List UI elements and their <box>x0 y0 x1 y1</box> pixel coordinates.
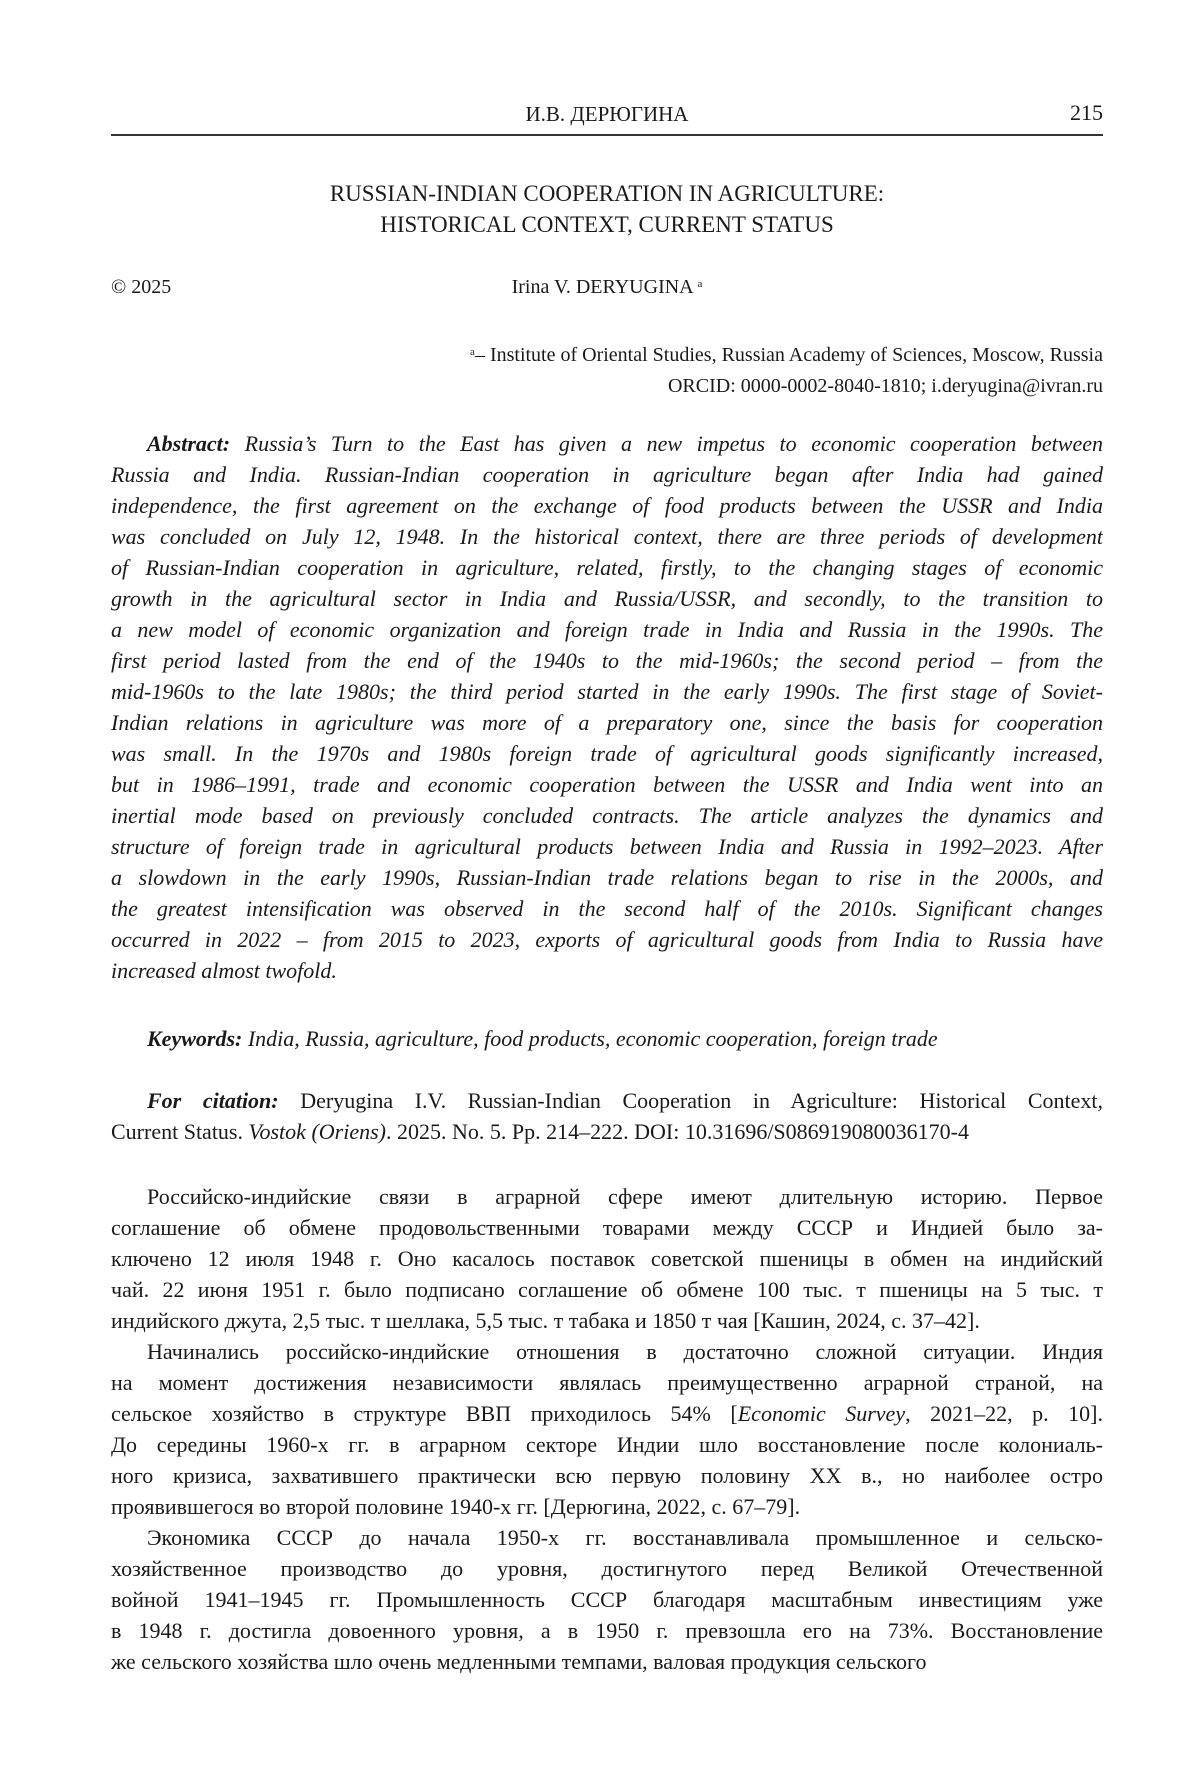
abstract-line <box>111 738 1103 769</box>
text-segment: Экономика СССР до начала 1950-х гг. восстанавливала промышленное и сельско- <box>147 1525 1103 1550</box>
author-line <box>111 276 1103 299</box>
abstract-line <box>111 676 1103 707</box>
text-segment: the greatest intensification was observed in the second half of the 2010s. Significant changes <box>111 896 1103 921</box>
paragraph-line <box>111 1429 1103 1460</box>
affiliation-contacts: ORCID: 0000-0002-8040-1810; i.deryugina@ivran.ru <box>111 371 1103 402</box>
text-segment: в 1948 г. достигла довоенного уровня, а в 1950 г. превзошла его на 73%. Восстановление <box>111 1618 1103 1643</box>
text-segment: проявившегося во второй половине 1940-х гг. [Дерюгина, 2022, с. 67–79]. <box>111 1494 800 1519</box>
keywords-line <box>111 1023 1103 1054</box>
text-segment: войной 1941–1945 гг. Промышленность СССР благодаря масштабным инвестициям уже <box>111 1587 1103 1612</box>
paragraph-line <box>111 1398 1103 1429</box>
text-segment: , 2021–22, p. 10]. <box>905 1401 1103 1426</box>
text-segment: же сельского хозяйства шло очень медленными темпами, валовая продукция сельского <box>111 1649 926 1674</box>
text-segment: Начинались российско-индийские отношения в достаточно сложной ситуации. Индия <box>147 1339 1103 1364</box>
running-author: И.В. ДЕРЮГИНА <box>111 102 1103 127</box>
author-name: Irina V. DERYUGINA <box>512 276 693 298</box>
abstract-line <box>111 955 1103 986</box>
header-rule <box>111 134 1103 136</box>
abstract <box>111 428 1103 986</box>
body-text <box>111 1181 1103 1677</box>
text-segment: Deryugina I.V. Russian-Indian Cooperation in Agriculture: Historical Context, <box>300 1088 1103 1113</box>
paragraph-line <box>111 1553 1103 1584</box>
text-segment: хозяйственное производство до уровня, достигнутого перед Великой Отечественной <box>111 1556 1103 1581</box>
abstract-line <box>111 707 1103 738</box>
paragraph-line <box>111 1584 1103 1615</box>
text-segment: was concluded on July 12, 1948. In the historical context, there are three periods of development <box>111 524 1103 549</box>
text-segment: a slowdown in the early 1990s, Russian-Indian trade relations began to rise in the 2000s, and <box>111 865 1103 890</box>
running-header <box>111 100 1103 130</box>
paragraph-line <box>111 1460 1103 1491</box>
abstract-line <box>111 800 1103 831</box>
abstract-line <box>111 645 1103 676</box>
text-segment: was small. In the 1970s and 1980s foreign trade of agricultural goods significantly increased, <box>111 741 1103 766</box>
text-segment: ного кризиса, захватившего практически всю первую половину XX в., но наиболее остро <box>111 1463 1103 1488</box>
text-segment: Российско-индийские связи в аграрной сфере имеют длительную историю. Первое <box>147 1184 1103 1209</box>
affiliation <box>111 337 1103 402</box>
text-segment: India, Russia, agriculture, food products, economic cooperation, foreign trade <box>248 1026 938 1051</box>
text-segment: first period lasted from the end of the 1940s to the mid-1960s; the second period – from the <box>111 648 1103 673</box>
paragraph-line <box>111 1336 1103 1367</box>
paragraph <box>111 1181 1103 1336</box>
abstract-line <box>111 831 1103 862</box>
affiliation-institute: – Institute of Oriental Studies, Russian Academy of Sciences, Moscow, Russia <box>475 344 1103 366</box>
abstract-line <box>111 893 1103 924</box>
text-segment: Indian relations in agriculture was more of a preparatory one, since the basis for cooperation <box>111 710 1103 735</box>
text-segment: Keywords: <box>147 1026 248 1051</box>
author-mark: a <box>698 278 703 290</box>
abstract-line <box>111 552 1103 583</box>
text-segment: mid-1960s to the late 1980s; the third period started in the early 1990s. The first stage of Soviet- <box>111 679 1103 704</box>
text-segment: but in 1986–1991, trade and economic cooperation between the USSR and India went into an <box>111 772 1103 797</box>
paragraph-line <box>111 1522 1103 1553</box>
text-segment: growth in the agricultural sector in India and Russia/USSR, and secondly, to the transition to <box>111 586 1103 611</box>
paragraph-line <box>111 1243 1103 1274</box>
paragraph <box>111 1522 1103 1677</box>
affiliation-mark: a <box>470 346 475 358</box>
title-line: RUSSIAN-INDIAN COOPERATION IN AGRICULTURE: <box>111 178 1103 209</box>
text-segment: Russia and India. Russian-Indian cooperation in agriculture began after India had gained <box>111 462 1103 487</box>
text-segment: Economic Survey <box>738 1401 905 1426</box>
paragraph-line <box>111 1212 1103 1243</box>
paragraph-line <box>111 1646 1103 1677</box>
text-segment: of Russian-Indian cooperation in agriculture, related, firstly, to the changing stages of economic <box>111 555 1103 580</box>
text-segment: increased almost twofold. <box>111 958 337 983</box>
text-segment: independence, the first agreement on the exchange of food products between the USSR and India <box>111 493 1103 518</box>
paragraph-line <box>111 1274 1103 1305</box>
paragraph-line <box>111 1491 1103 1522</box>
page-number: 215 <box>1070 100 1103 126</box>
paragraph-line <box>111 1181 1103 1212</box>
text-segment: For citation: <box>147 1088 300 1113</box>
citation <box>111 1085 1103 1147</box>
abstract-line <box>111 521 1103 552</box>
abstract-line <box>111 490 1103 521</box>
text-segment: Vostok (Oriens) <box>249 1119 386 1144</box>
text-segment: До середины 1960-х гг. в аграрном секторе Индии шло восстановление после колониаль- <box>111 1432 1103 1457</box>
keywords <box>111 1023 1103 1054</box>
citation-line <box>111 1085 1103 1116</box>
paragraph-line <box>111 1305 1103 1336</box>
abstract-line <box>111 614 1103 645</box>
text-segment: Russia’s Turn to the East has given a new impetus to economic cooperation between <box>245 431 1103 456</box>
text-segment: Abstract: <box>147 431 245 456</box>
text-segment: inertial mode based on previously concluded contracts. The article analyzes the dynamics and <box>111 803 1103 828</box>
text-segment: сельское хозяйство в структуре ВВП приходилось 54% [ <box>111 1401 738 1426</box>
text-segment: соглашение об обмене продовольственными товарами между СССР и Индией было за- <box>111 1215 1103 1240</box>
text-segment: ключено 12 июля 1948 г. Оно касалось поставок советской пшеницы в обмен на индийский <box>111 1246 1103 1271</box>
text-segment: a new model of economic organization and foreign trade in India and Russia in the 1990s. The <box>111 617 1103 642</box>
article-title <box>111 178 1103 240</box>
text-segment: чай. 22 июня 1951 г. было подписано соглашение об обмене 100 тыс. т пшеницы на 5 тыс. т <box>111 1277 1103 1302</box>
abstract-line <box>111 428 1103 459</box>
abstract-line <box>111 769 1103 800</box>
text-segment: . 2025. No. 5. Pp. 214–222. DOI: 10.31696/S086919080036170-4 <box>386 1119 969 1144</box>
copyright: © 2025 <box>111 276 171 299</box>
text-segment: occurred in 2022 – from 2015 to 2023, exports of agricultural goods from India to Russia have <box>111 927 1103 952</box>
text-segment: Current Status. <box>111 1119 249 1144</box>
paragraph <box>111 1336 1103 1522</box>
title-line: HISTORICAL CONTEXT, CURRENT STATUS <box>111 209 1103 240</box>
abstract-line <box>111 583 1103 614</box>
abstract-line <box>111 459 1103 490</box>
text-segment: индийского джута, 2,5 тыс. т шеллака, 5,5 тыс. т табака и 1850 т чая [Кашин, 2024, с. 37–42]. <box>111 1308 980 1333</box>
abstract-line <box>111 862 1103 893</box>
paragraph-line <box>111 1367 1103 1398</box>
text-segment: structure of foreign trade in agricultural products between India and Russia in 1992–2023. After <box>111 834 1103 859</box>
text-segment: на момент достижения независимости являлась преимущественно аграрной страной, на <box>111 1370 1103 1395</box>
paragraph-line <box>111 1615 1103 1646</box>
citation-line <box>111 1116 1103 1147</box>
abstract-line <box>111 924 1103 955</box>
